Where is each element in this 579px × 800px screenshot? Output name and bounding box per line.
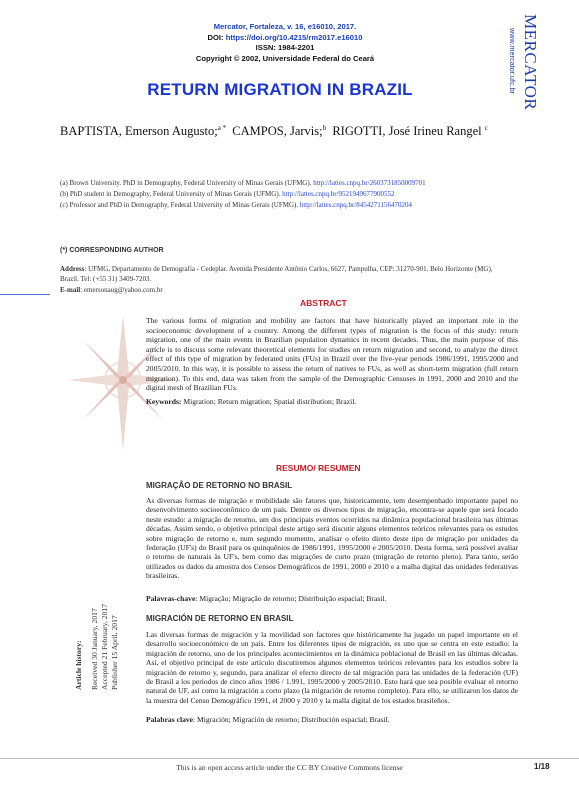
pt-abstract-text: As diversas formas de migração e mobilidade são fatores que, historicamente, tem desempenhado importante papel no desenvolvimento socioeconômico de um país. Dentre os diversos tipos de migração, encontra-se aquele que será focado neste estudo: a migração de retorno, um dos principais eventos ocorridos na dinâmica populacional brasileira nas últimas décadas. Assim sendo, o objetivo principal deste artigo será discutir alguns elementos teóricos relevantes para os estudos sobre migração de retorno e, num segundo momento, analisar o efeito direto deste tipo de migração por unidades da federação (UF's) do Brasil para os quinquênios de 1986/1991, 1995/2000 e 2005/2010. Desta forma, será possível avaliar o retorno de naturais às UF's, bem como das migrações de curto prazo (migração de retorno pleno). Para tanto, serão utilizados os dados da amostra dos Censos Demográficos de 1991, 2000 e 2010 e a malha digital das unidades federativas brasileiras. (146, 496, 518, 581)
journal-citation: Mercator, Fortaleza, v. 16, e16010, 2017. (213, 22, 357, 31)
mercator-logo (503, 8, 543, 128)
es-section-title: MIGRACIÓN DE RETORNO EN BRASIL (146, 614, 294, 623)
affiliation-tag: (a) (60, 179, 68, 187)
pt-keywords-text: : Migração; Migração de retorno; Distribuição espacial; Brasil. (195, 594, 387, 603)
doi-line (150, 33, 420, 44)
affiliation-b (60, 190, 530, 198)
author-1-sup: a * (217, 124, 227, 132)
authors-line (60, 124, 530, 139)
keywords-text: Migration; Return migration; Spatial distribution; Brazil. (181, 397, 357, 406)
email (60, 286, 163, 294)
es-keywords (146, 715, 518, 724)
address (60, 265, 510, 285)
issn: ISSN: 1984-2201 (255, 43, 315, 52)
mercator-logo-text: MERCATOR (521, 14, 540, 111)
keywords-label: Keywords: (146, 397, 182, 406)
divider (0, 294, 50, 295)
abstract-text: The various forms of migration and mobility are factors that have historically played an important role in the socioeconomic development of a country. Among the different types of migration is the focus of this study: return migration, one of the main events in Brazilian population dynamics in recent decades. Thus, the main purpose of this article is to discuss some relevant theoretical elements for studies on return migration and second, to analyze the direct effect of this type of migration by federated units (FUs) in Brazil over the five-year periods 1986/1991, 1995/2000 and 2005/2010. In this way, it is possible to assess the return of natives to FUs, as well as short-term migration (full return migration). To this end, data was taken from the sample of the Demographic Censuses in 1991, 2000 and 2010 and the digital mesh of Brazilian FUs. (146, 316, 518, 393)
history-title: Article history: (74, 640, 83, 690)
corresponding-author-label: (*) CORRESPONDING AUTHOR (60, 247, 164, 254)
author-2-sup: b (322, 124, 327, 132)
doi-label: DOI: (207, 32, 224, 42)
affiliation-c (60, 201, 530, 209)
pt-keywords (146, 594, 518, 603)
license-note: This is an open access article under the CC BY Creative Commons license (176, 763, 403, 772)
es-keywords-label: Palabras clave (146, 715, 194, 724)
abstract-heading: ABSTRACT (300, 298, 347, 308)
keywords (146, 397, 518, 406)
email-label: E-mail (60, 286, 81, 294)
author-1: BAPTISTA, Emerson Augusto; (60, 124, 218, 139)
affiliation-text: Brown University. PhD in Demography, Federal University of Minas Gerais (UFMG). (69, 179, 312, 187)
affiliation-text: PhD student in Demography, Federal University of Minas Gerais (UFMG). (69, 190, 281, 198)
footer-divider (0, 758, 579, 759)
es-keywords-text: : Migración; Migración de retorno; Distribución espacial; Brasil. (193, 715, 390, 724)
affiliation-tag: (b) (60, 190, 69, 198)
page-number: 1/18 (534, 762, 550, 771)
copyright: Copyright © 2002, Universidade Federal do Ceará (195, 53, 375, 63)
journal-header (150, 22, 420, 64)
email-address[interactable]: : emersonaug@yahoo.com.br (80, 286, 163, 294)
affiliation-a (60, 179, 530, 187)
pt-keywords-label: Palavras-chave (146, 594, 196, 603)
es-abstract-text: Las diversas formas de migración y la movilidad son factores que históricamente ha jugado un papel importante en el desarrollo socioeconómico de un país. Entre los diferentes tipos de migración, es uno que se centra en este estudio: la migración de retorno, uno de los principales acontecimientos en la dinámica poblacional de Brasil en las últimas décadas. Así, el objetivo principal de este artículo discutiremos algunos elementos teóricos relevantes para los estudios sobre la migración de retorno y, segundo, para analizar el efecto directo de tal migración para las unidades de la federación (UF) de Brasil a los periodos de cinco años 1986 / 1.991, 1995/2000 y 2005/2010. Esto hará que sea posible evaluar el retorno natural de UF, así como la migración a corto plazo (la migración de retorno completo). Para ello, se utilizaron los datos de la muestra del Censo Demográfico 1991, el 2000 y 2010 y la malla digital de los estados brasileños. (146, 630, 518, 705)
author-3: RIGOTTI, José Irineu Rangel (332, 124, 482, 139)
history-accepted: Accepted 21 February, 2017 (100, 604, 109, 690)
resumo-heading: RESUMO/ RESUMEN (276, 463, 361, 473)
address-text: : UFMG, Departamento de Demografia - Cedeplar. Avenida Presidente Antônio Carlos, 6627, Pampulha, CEP: 31270-901. Belo Horizonte (MG), Brazil. Tel: (+55 31) 3409-7203. (60, 265, 493, 283)
lattes-link[interactable]: http://lattes.cnpq.br/8454271156470204 (299, 201, 412, 209)
lattes-link[interactable]: http://lattes.cnpq.br/9521949677900552 (282, 190, 395, 198)
affiliation-tag: (c) (60, 201, 68, 209)
author-2: CAMPOS, Jarvis; (232, 124, 323, 139)
pt-section-title: MIGRAÇÃO DE RETORNO NO BRASIL (146, 481, 293, 490)
doi-link[interactable]: https://doi.org/10.4215/rm2017.e16010 (225, 32, 363, 42)
address-label: Address (60, 265, 85, 273)
lattes-link[interactable]: http://lattes.cnpq.br/2603731850009701 (313, 179, 426, 187)
article-history (64, 560, 124, 690)
author-3-sup: c (484, 124, 488, 132)
article-title: RETURN MIGRATION IN BRAZIL (147, 80, 413, 99)
history-published: Publisher 15 April, 2017 (110, 615, 119, 690)
history-received: Received 30 January, 2017 (90, 608, 99, 690)
mercator-url: www.mercator.ufc.br (508, 28, 517, 95)
affiliation-text: Professor and PhD in Demography, Federal University of Minas Gerais (UFMG). (69, 201, 299, 209)
